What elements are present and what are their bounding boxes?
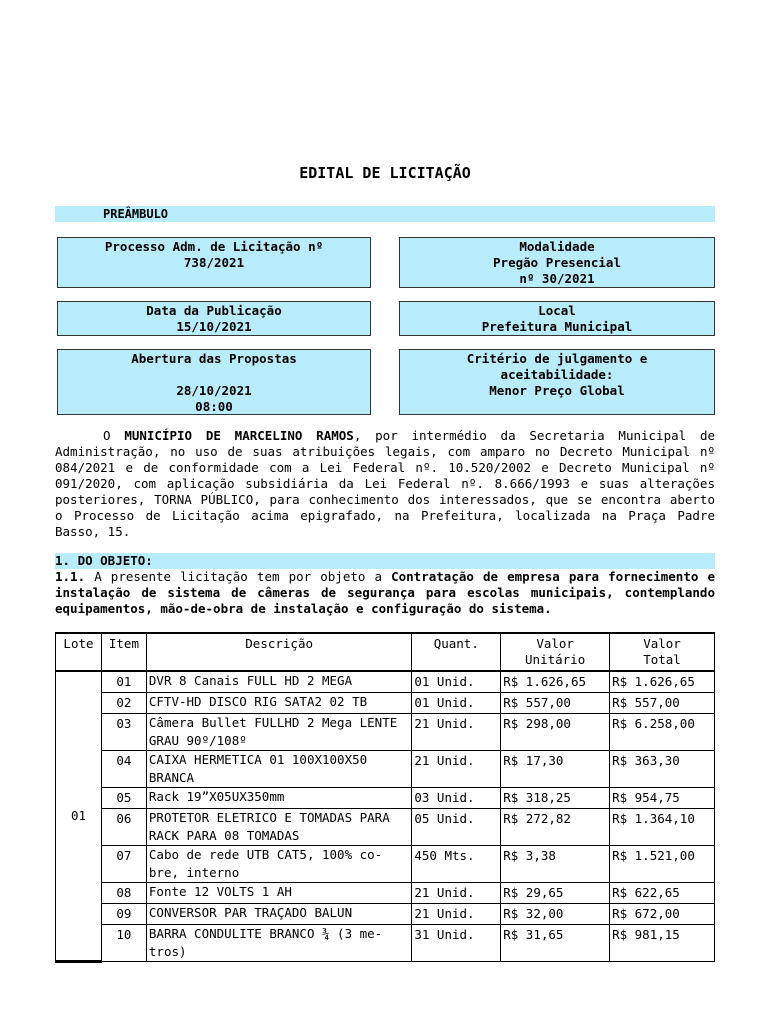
total-cell: R$ 1.364,10 <box>610 809 715 846</box>
local-value: Prefeitura Municipal <box>481 319 633 334</box>
quant-cell: 31 Unid. <box>412 925 501 962</box>
unit-cell: R$ 29,65 <box>501 883 610 904</box>
total-cell: R$ 557,00 <box>610 693 715 714</box>
quant-cell: 21 Unid. <box>412 751 501 788</box>
total-cell: R$ 1.521,00 <box>610 846 715 883</box>
table-row <box>56 925 715 962</box>
objeto-number: 1.1. <box>55 569 86 584</box>
header-descricao: Descrição <box>146 633 411 671</box>
desc-cell: Cabo de rede UTB CAT5, 100% co-bre, interno <box>146 846 411 883</box>
desc-cell: DVR 8 Canais FULL HD 2 MEGA <box>146 671 411 693</box>
desc-cell: Câmera Bullet FULLHD 2 Mega LENTE GRAU 90º/108º <box>146 714 411 751</box>
desc-cell: CONVERSOR PAR TRAÇADO BALUN <box>146 904 411 925</box>
quant-cell: 450 Mts. <box>412 846 501 883</box>
table-row <box>56 751 715 788</box>
desc-cell: CFTV-HD DISCO RIG SATA2 02 TB <box>146 693 411 714</box>
table-header-row <box>56 633 715 671</box>
header-valor-unitario-2: Unitário <box>525 652 586 667</box>
criterio-box <box>399 349 715 415</box>
publicacao-box <box>57 301 371 336</box>
unit-cell: R$ 1.626,65 <box>501 671 610 693</box>
unit-cell: R$ 298,00 <box>501 714 610 751</box>
local-label: Local <box>538 303 576 318</box>
header-valor-unitario <box>501 633 610 671</box>
objeto-heading: 1. DO OBJETO: <box>55 553 715 569</box>
abertura-label: Abertura das Propostas <box>131 351 297 366</box>
header-lote: Lote <box>56 633 102 671</box>
quant-cell: 05 Unid. <box>412 809 501 846</box>
item-cell: 04 <box>101 751 146 788</box>
header-item: Item <box>101 633 146 671</box>
table-row <box>56 904 715 925</box>
document-title: EDITAL DE LICITAÇÃO <box>299 164 471 182</box>
preambulo-band <box>55 206 715 222</box>
table-row <box>56 671 715 693</box>
intro-text: , por intermédio da Secretaria Municipal de Administração, no uso de suas atribuições legais, com amparo no Decreto Municipal nº 084/2021 e de conformidade com a Lei Federal nº. 10.520/2002 e Decreto Municipal nº 091/2020, com aplicação subsidiária da Lei Federal nº. 8.666/1993 e suas alterações posteriores, TORNA PÚBLICO, para conhecimento dos interessados, que se encontra aberto o Processo de Licitação acima epigrafado, na Prefeitura, localizada na Praça Padre Basso, 15. <box>55 428 715 539</box>
abertura-time: 08:00 <box>195 399 233 414</box>
unit-cell: R$ 32,00 <box>501 904 610 925</box>
quant-cell: 21 Unid. <box>412 904 501 925</box>
objeto-paragraph <box>55 569 715 617</box>
quant-cell: 03 Unid. <box>412 788 501 809</box>
table-row <box>56 809 715 846</box>
local-box <box>399 301 715 336</box>
item-cell: 03 <box>101 714 146 751</box>
header-valor-total-1: Valor <box>643 636 681 651</box>
modalidade-value: Pregão Presencial <box>493 255 621 270</box>
item-cell: 02 <box>101 693 146 714</box>
lote-cell: 01 <box>56 671 102 962</box>
table-row <box>56 846 715 883</box>
municipio-name: MUNICÍPIO DE MARCELINO RAMOS <box>124 428 354 443</box>
criterio-label-2: aceitabilidade: <box>500 367 614 382</box>
table-row <box>56 714 715 751</box>
item-cell: 10 <box>101 925 146 962</box>
table-row <box>56 788 715 809</box>
total-cell: R$ 981,15 <box>610 925 715 962</box>
modalidade-label: Modalidade <box>519 239 595 254</box>
unit-cell: R$ 3,38 <box>501 846 610 883</box>
objeto-description: Contratação de empresa para fornecimento e instalação de sistema de câmeras de segurança para escolas municipais, contemplando equipamentos, mão-de-obra de instalação e configuração do sistema. <box>55 569 715 616</box>
publicacao-label: Data da Publicação <box>146 303 282 318</box>
abertura-box <box>57 349 371 415</box>
item-cell: 07 <box>101 846 146 883</box>
item-cell: 06 <box>101 809 146 846</box>
total-cell: R$ 363,30 <box>610 751 715 788</box>
item-cell: 05 <box>101 788 146 809</box>
quant-cell: 01 Unid. <box>412 671 501 693</box>
header-valor-total-2: Total <box>643 652 681 667</box>
unit-cell: R$ 17,30 <box>501 751 610 788</box>
desc-cell: BARRA CONDULITE BRANCO ¾ (3 me-tros) <box>146 925 411 962</box>
quant-cell: 21 Unid. <box>412 883 501 904</box>
item-cell: 01 <box>101 671 146 693</box>
header-quant: Quant. <box>412 633 501 671</box>
item-cell: 09 <box>101 904 146 925</box>
item-cell: 08 <box>101 883 146 904</box>
processo-value: 738/2021 <box>183 255 245 270</box>
quant-cell: 01 Unid. <box>412 693 501 714</box>
intro-prefix: O <box>103 428 125 443</box>
intro-paragraph <box>55 428 715 540</box>
total-cell: R$ 1.626,65 <box>610 671 715 693</box>
criterio-value: Menor Preço Global <box>489 383 625 398</box>
processo-label: Processo Adm. de Licitação nº <box>104 239 324 254</box>
unit-cell: R$ 557,00 <box>501 693 610 714</box>
unit-cell: R$ 31,65 <box>501 925 610 962</box>
criterio-label-1: Critério de julgamento e <box>466 351 648 366</box>
desc-cell: PROTETOR ELETRICO E TOMADAS PARA RACK PARA 08 TOMADAS <box>146 809 411 846</box>
items-table <box>55 632 715 963</box>
desc-cell: Rack 19”X05UX350mm <box>146 788 411 809</box>
table-row <box>56 883 715 904</box>
unit-cell: R$ 272,82 <box>501 809 610 846</box>
unit-cell: R$ 318,25 <box>501 788 610 809</box>
table-row <box>56 693 715 714</box>
total-cell: R$ 672,00 <box>610 904 715 925</box>
total-cell: R$ 6.258,00 <box>610 714 715 751</box>
modalidade-number: nº 30/2021 <box>519 271 595 286</box>
publicacao-value: 15/10/2021 <box>176 319 252 334</box>
desc-cell: CAIXA HERMETICA 01 100X100X50 BRANCA <box>146 751 411 788</box>
total-cell: R$ 954,75 <box>610 788 715 809</box>
modalidade-box <box>399 237 715 288</box>
header-valor-total <box>610 633 715 671</box>
preambulo-label: PREÂMBULO <box>103 207 169 221</box>
processo-box <box>57 237 371 288</box>
total-cell: R$ 622,65 <box>610 883 715 904</box>
header-valor-unitario-1: Valor <box>536 636 574 651</box>
desc-cell: Fonte 12 VOLTS 1 AH <box>146 883 411 904</box>
abertura-date: 28/10/2021 <box>176 383 252 398</box>
quant-cell: 21 Unid. <box>412 714 501 751</box>
objeto-text: A presente licitação tem por objeto a <box>85 569 392 584</box>
